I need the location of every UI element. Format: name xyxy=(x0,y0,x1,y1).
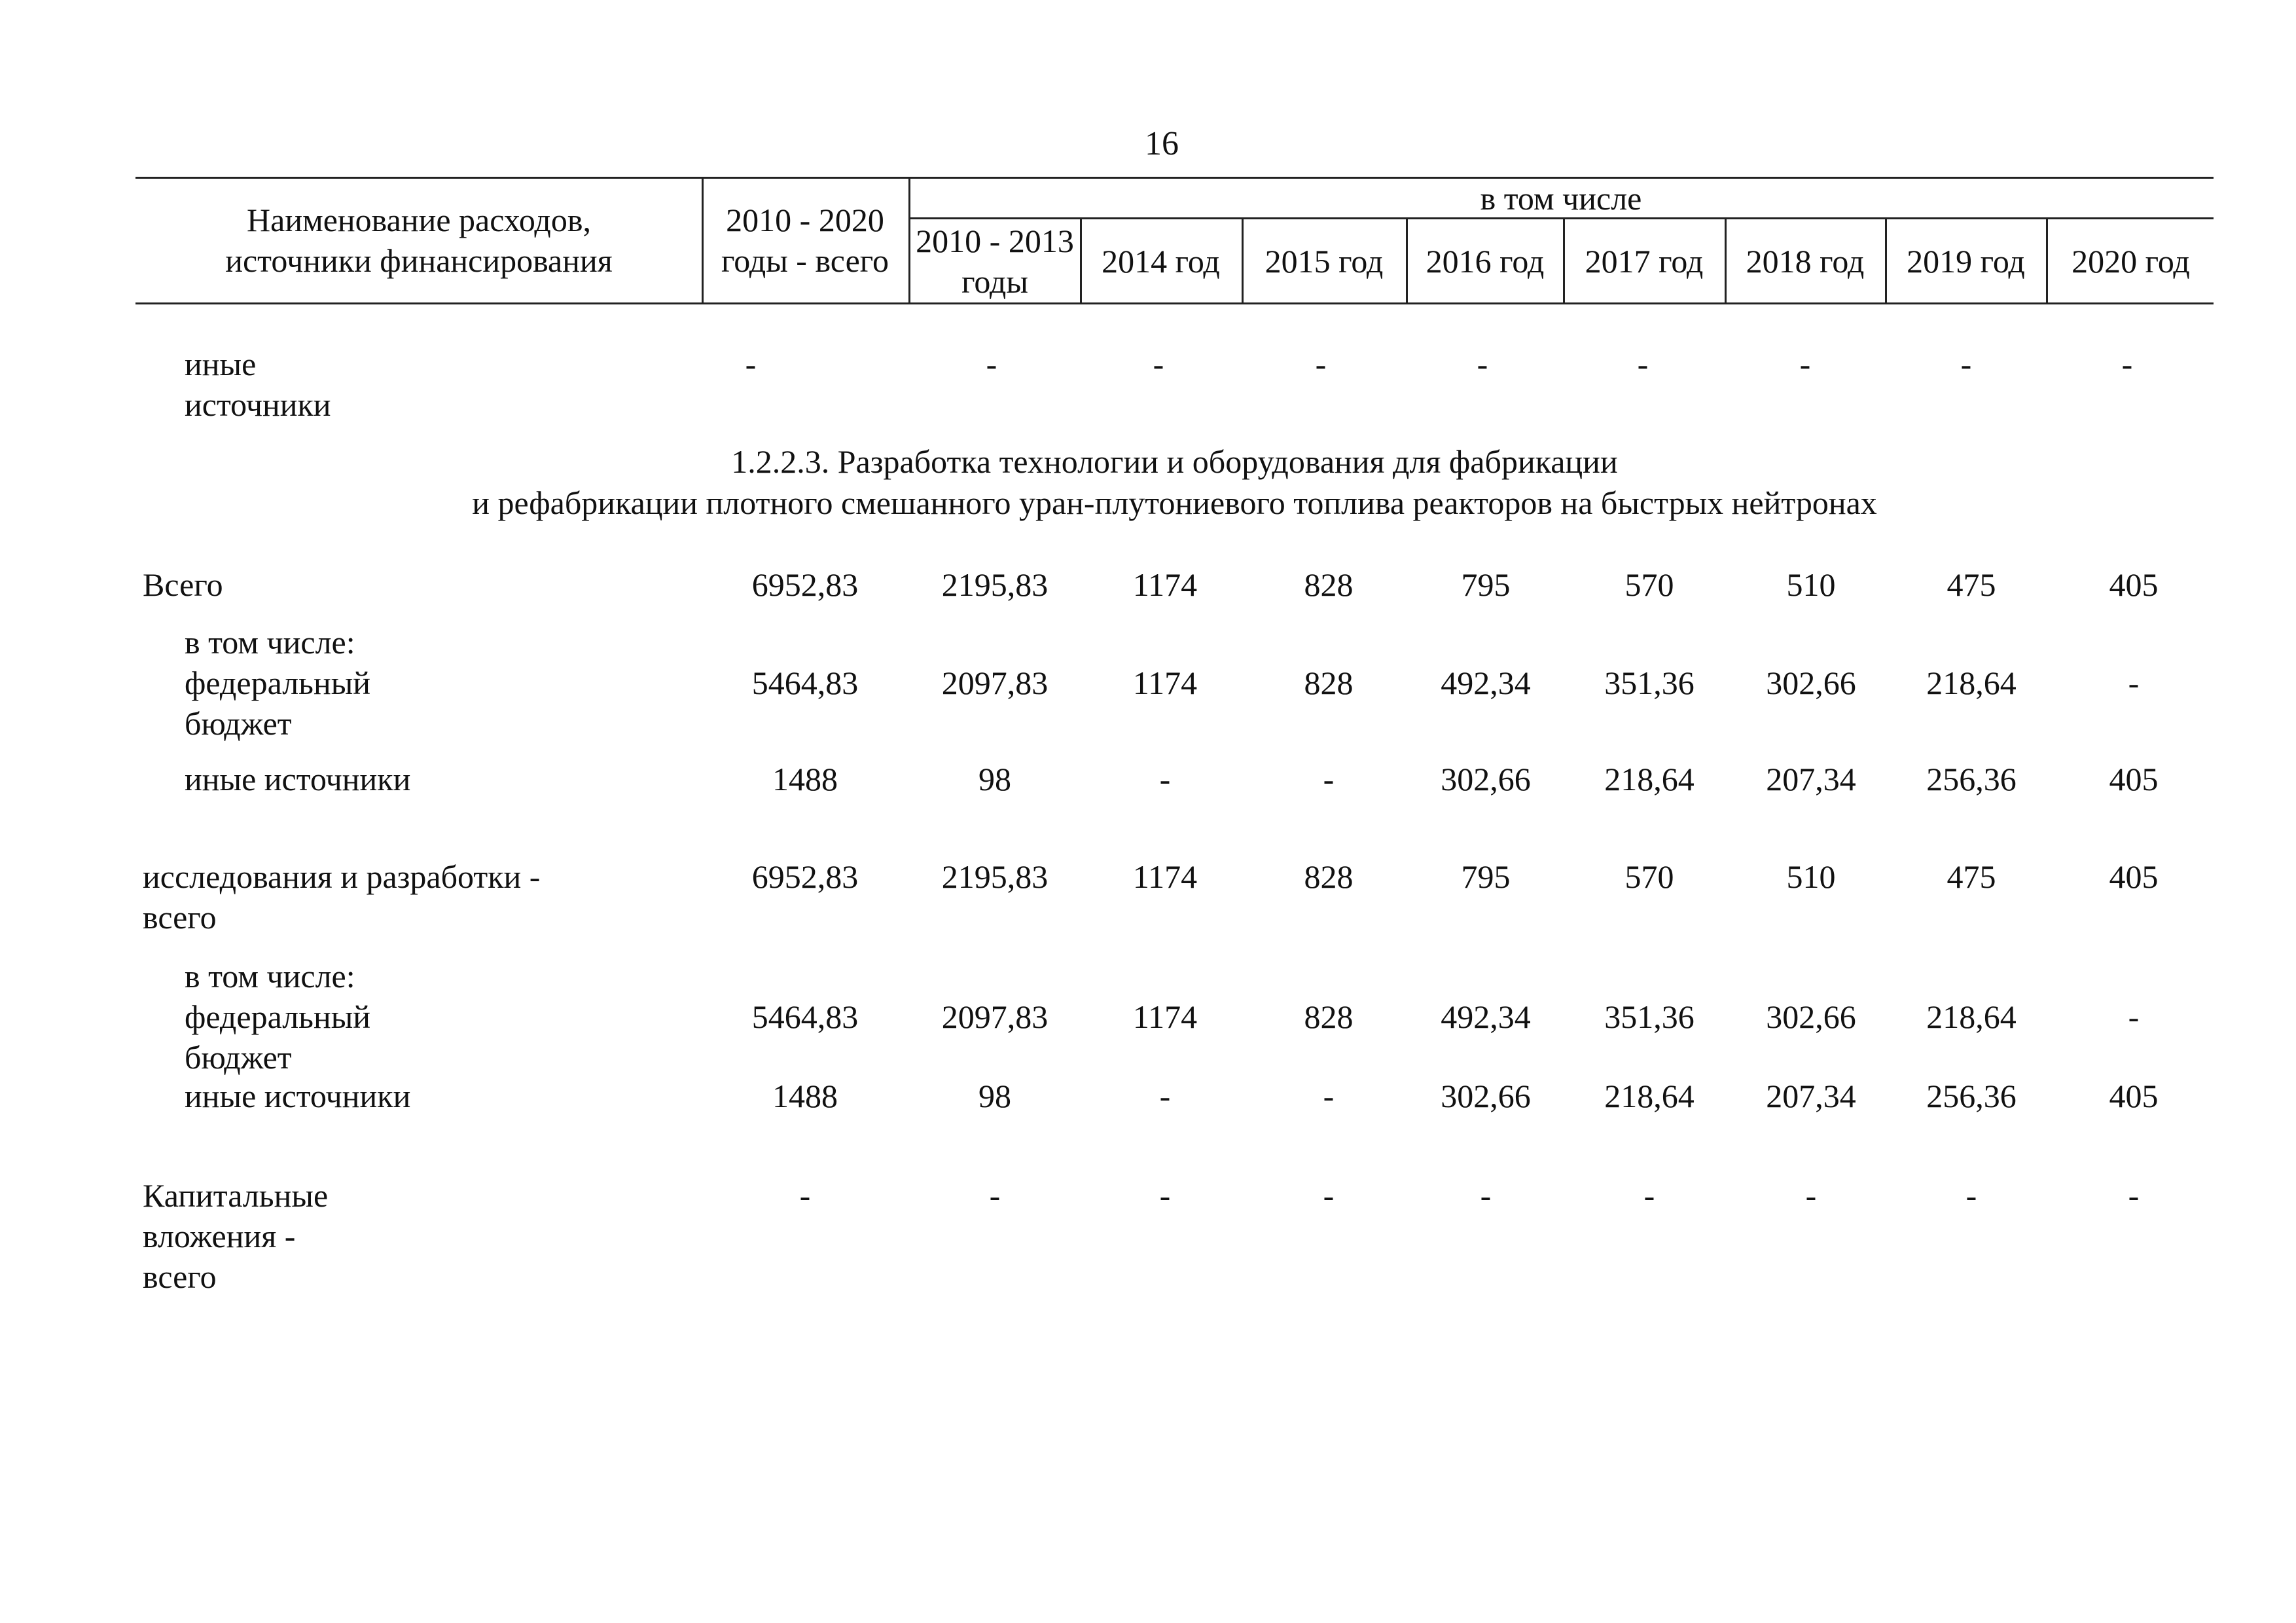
row-value: - xyxy=(1153,346,1164,382)
row-value: - xyxy=(1159,1078,1171,1114)
row-value: - xyxy=(1477,346,1488,382)
row-value: - xyxy=(745,346,757,382)
row-value: 1174 xyxy=(1132,858,1198,895)
row-value: 1488 xyxy=(772,761,838,797)
row-value: 492,34 xyxy=(1441,998,1531,1035)
header-year-column: 2020 год xyxy=(2072,242,2190,280)
row-value: 828 xyxy=(1304,998,1354,1035)
row-label: федеральный бюджет xyxy=(185,998,371,1076)
row-value: - xyxy=(1799,346,1811,382)
row-prefix: в том числе: xyxy=(185,624,355,661)
row-value: - xyxy=(2128,665,2140,701)
row-value: - xyxy=(1323,761,1335,797)
row-value: 795 xyxy=(1461,858,1511,895)
row-value: 828 xyxy=(1304,566,1354,603)
row-label: Всего xyxy=(143,566,223,603)
row-value: 405 xyxy=(2109,858,2159,895)
row-label: иные источники xyxy=(185,1078,411,1114)
row-value: 218,64 xyxy=(1926,665,2017,701)
row-prefix: в том числе: xyxy=(185,958,355,994)
row-value: 475 xyxy=(1946,858,1996,895)
header-year-column: 2017 год xyxy=(1585,242,1704,280)
row-value: - xyxy=(1643,1177,1655,1214)
header-year-column: 2010 - 2013 годы xyxy=(916,222,1074,300)
row-value: 351,36 xyxy=(1604,665,1695,701)
row-value: 6952,83 xyxy=(751,858,859,895)
row-value: - xyxy=(1965,1177,1977,1214)
row-value: - xyxy=(2128,998,2140,1035)
row-value: 218,64 xyxy=(1604,1078,1695,1114)
row-value: 5464,83 xyxy=(751,998,859,1035)
row-value: 570 xyxy=(1624,858,1674,895)
row-value: 302,66 xyxy=(1766,665,1856,701)
row-value: - xyxy=(1960,346,1972,382)
row-value: - xyxy=(989,1177,1001,1214)
row-value: 218,64 xyxy=(1926,998,2017,1035)
header-name-column: Наименование расходов, источники финансирования xyxy=(225,202,613,279)
header-bottom-rule xyxy=(135,302,2214,304)
row-value: - xyxy=(1159,761,1171,797)
row-value: 1488 xyxy=(772,1078,838,1114)
row-value: 405 xyxy=(2109,566,2159,603)
row-value: 1174 xyxy=(1132,998,1198,1035)
row-value: 207,34 xyxy=(1766,1078,1856,1114)
row-value: 302,66 xyxy=(1766,998,1856,1035)
row-value: 351,36 xyxy=(1604,998,1695,1035)
header-year-column: 2018 год xyxy=(1746,242,1865,280)
row-value: - xyxy=(1637,346,1649,382)
row-label: федеральный бюджет xyxy=(185,665,371,742)
row-label: исследования и разработки - всего xyxy=(143,858,541,936)
row-value: 475 xyxy=(1946,566,1996,603)
row-value: 302,66 xyxy=(1441,1078,1531,1114)
header-group-label: в том числе xyxy=(1480,180,1642,217)
header-year-column: 2016 год xyxy=(1426,242,1545,280)
row-label: иные источники xyxy=(185,761,411,797)
row-value: - xyxy=(799,1177,811,1214)
header-divider xyxy=(702,177,704,302)
row-value: - xyxy=(2128,1177,2140,1214)
row-value: 5464,83 xyxy=(751,665,859,701)
row-value: 510 xyxy=(1786,858,1836,895)
row-value: 405 xyxy=(2109,761,2159,797)
row-label: иные источники xyxy=(185,346,331,423)
header-year-column: 2019 год xyxy=(1907,242,2025,280)
row-value: - xyxy=(1315,346,1327,382)
row-value: - xyxy=(1805,1177,1817,1214)
row-value: - xyxy=(2121,346,2133,382)
row-value: 98 xyxy=(978,761,1011,797)
row-value: 828 xyxy=(1304,665,1354,701)
row-value: 98 xyxy=(978,1078,1011,1114)
row-value: 218,64 xyxy=(1604,761,1695,797)
row-value: 510 xyxy=(1786,566,1836,603)
page-number: 16 xyxy=(1145,125,1179,162)
row-value: 795 xyxy=(1461,566,1511,603)
header-total-column: 2010 - 2020 годы - всего xyxy=(721,202,889,279)
row-label: Капитальные вложения - всего xyxy=(143,1177,329,1295)
row-value: - xyxy=(1159,1177,1171,1214)
row-value: - xyxy=(1323,1177,1335,1214)
row-value: 492,34 xyxy=(1441,665,1531,701)
header-year-column: 2014 год xyxy=(1102,242,1220,280)
header-year-column: 2015 год xyxy=(1265,242,1384,280)
row-value: 1174 xyxy=(1132,665,1198,701)
row-value: 2097,83 xyxy=(941,998,1049,1035)
row-value: - xyxy=(1323,1078,1335,1114)
row-value: 256,36 xyxy=(1926,761,2017,797)
row-value: 570 xyxy=(1624,566,1674,603)
row-value: 2195,83 xyxy=(941,858,1049,895)
row-value: 1174 xyxy=(1132,566,1198,603)
row-value: 207,34 xyxy=(1766,761,1856,797)
section-heading-line-2: и рефабрикации плотного смешанного уран-плутониевого топлива реакторов на быстрых нейтронах xyxy=(472,484,1877,521)
row-value: 302,66 xyxy=(1441,761,1531,797)
row-value: - xyxy=(1480,1177,1492,1214)
row-value: - xyxy=(986,346,997,382)
row-value: 256,36 xyxy=(1926,1078,2017,1114)
row-value: 405 xyxy=(2109,1078,2159,1114)
row-value: 2097,83 xyxy=(941,665,1049,701)
row-value: 6952,83 xyxy=(751,566,859,603)
row-value: 2195,83 xyxy=(941,566,1049,603)
row-value: 828 xyxy=(1304,858,1354,895)
section-heading-line-1: 1.2.2.3. Разработка технологии и оборудования для фабрикации xyxy=(731,443,1618,480)
